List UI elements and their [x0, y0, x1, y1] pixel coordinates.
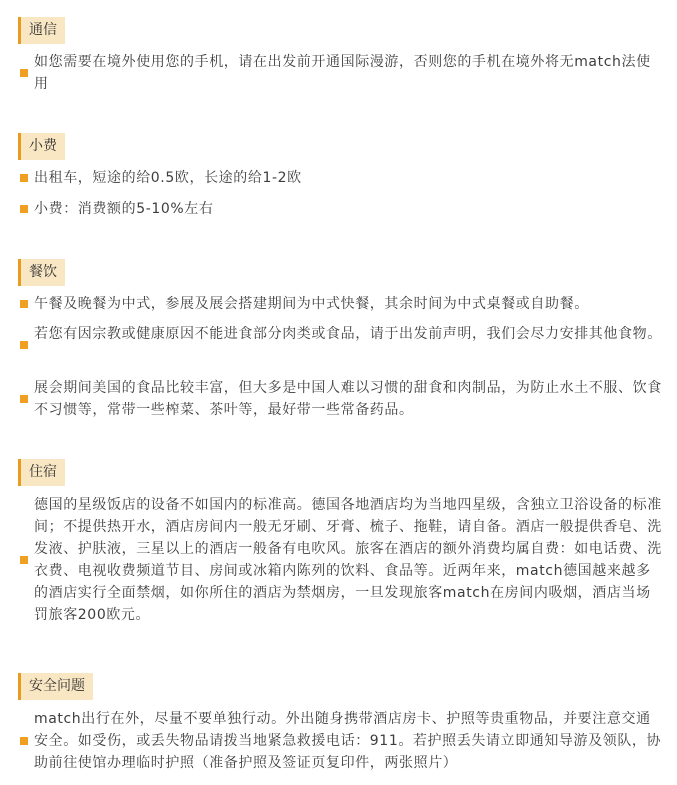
bullet-icon: [20, 69, 28, 77]
item-text: 德国的星级饭店的设备不如国内的标准高。德国各地酒店均为当地四星级，含独立卫浴设备的标准间；不提供热开水，酒店房间内一般无牙刷、牙膏、梳子、拖鞋，请自备。酒店一般提供香皂、洗发液、护肤液，三星以上的酒店一般备有电吹风。旅客在酒店的额外消费均属自费：如电话费、洗衣费、电视收费频道节目、房间或冰箱内陈列的饮料、食品等。近两年来，match德国越来越多的酒店实行全面禁烟，如你所住的酒店为禁烟房，一旦发现旅客match在房间内吸烟，酒店当场罚旅客200欧元。: [34, 497, 662, 623]
section-heading: 住宿: [18, 459, 65, 486]
section-heading: 安全问题: [18, 673, 93, 700]
item-text: 午餐及晚餐为中式，参展及展会搭建期间为中式快餐，其余时间为中式桌餐或自助餐。: [34, 296, 589, 312]
bullet-icon: [20, 300, 28, 308]
bullet-icon: [20, 174, 28, 182]
item-text: 小费：消费额的5-10%左右: [34, 201, 214, 217]
item-text: 出租车，短途的给0.5欧，长途的给1-2欧: [34, 170, 302, 186]
bullet-icon: [20, 737, 28, 745]
bullet-icon: [20, 341, 28, 349]
bullet-icon: [20, 205, 28, 213]
bullet-icon: [20, 395, 28, 403]
section-heading: 餐饮: [18, 259, 65, 286]
item-text: 若您有因宗教或健康原因不能进食部分肉类或食品，请于出发前声明，我们会尽力安排其他食物。: [34, 326, 662, 342]
item-text: 展会期间美国的食品比较丰富，但大多是中国人难以习惯的甜食和肉制品，为防止水土不服、饮食不习惯等，常带一些榨菜、茶叶等，最好带一些常备药品。: [34, 380, 662, 418]
item-text: match出行在外，尽量不要单独行动。外出随身携带酒店房卡、护照等贵重物品，并要注意交通安全。如受伤，或丢失物品请拨当地紧急救援电话：911。若护照丢失请立即通知导游及领队，协助前往使馆办理临时护照（准备护照及签证页复印件，两张照片）: [34, 711, 662, 771]
bullet-icon: [20, 556, 28, 564]
section-heading: 小费: [18, 133, 65, 160]
section-heading: 通信: [18, 17, 65, 44]
item-text: 如您需要在境外使用您的手机，请在出发前开通国际漫游，否则您的手机在境外将无match法使用: [34, 54, 651, 92]
